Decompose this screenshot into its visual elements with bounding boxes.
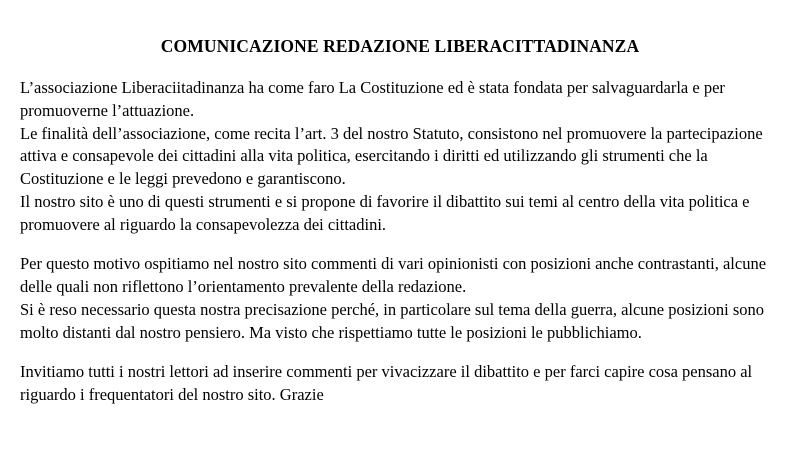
paragraph-5: Si è reso necessario questa nostra precisazione perché, in particolare sul tema della guerra, alcune posizioni sono molto distanti dal nostro pensiero. Ma visto che rispettiamo tutte le posizioni le pubblichiamo. <box>20 299 765 342</box>
paragraph-spacer-1 <box>20 236 780 253</box>
paragraph-6: Invitiamo tutti i nostri lettori ad inserire commenti per vivacizzare il dibattito e per farci capire cosa pensano al riguardo i frequentatori del nostro sito. Grazie <box>20 362 753 405</box>
page-title: COMUNICAZIONE REDAZIONE LIBERACITTADINANZA <box>160 36 640 56</box>
paragraph-spacer-2 <box>20 344 780 361</box>
paragraph-4: Per questo motivo ospitiamo nel nostro sito commenti di vari opinionisti con posizioni anche contrastanti, alcune delle quali non riflettono l’orientamento prevalente della redazione. <box>20 254 767 297</box>
paragraph-2: Le finalità dell’associazione, come recita l’art. 3 del nostro Statuto, consistono nel promuovere la partecipazione attiva e consapevole dei cittadini alla vita politica, esercitando i diritti ed utilizzando gli strumenti che la Costituzione e le leggi prevedono e garantiscono. <box>20 123 763 189</box>
paragraph-1: L’associazione Liberaciitadinanza ha come faro La Costituzione ed è stata fondata per salvaguardarla e per promuoverne l’attuazione. <box>20 78 725 120</box>
paragraph-3: Il nostro sito è uno di questi strumenti e si propone di favorire il dibattito sui temi al centro della vita politica e promuovere al riguardo la consapevolezza dei cittadini. <box>20 191 750 234</box>
